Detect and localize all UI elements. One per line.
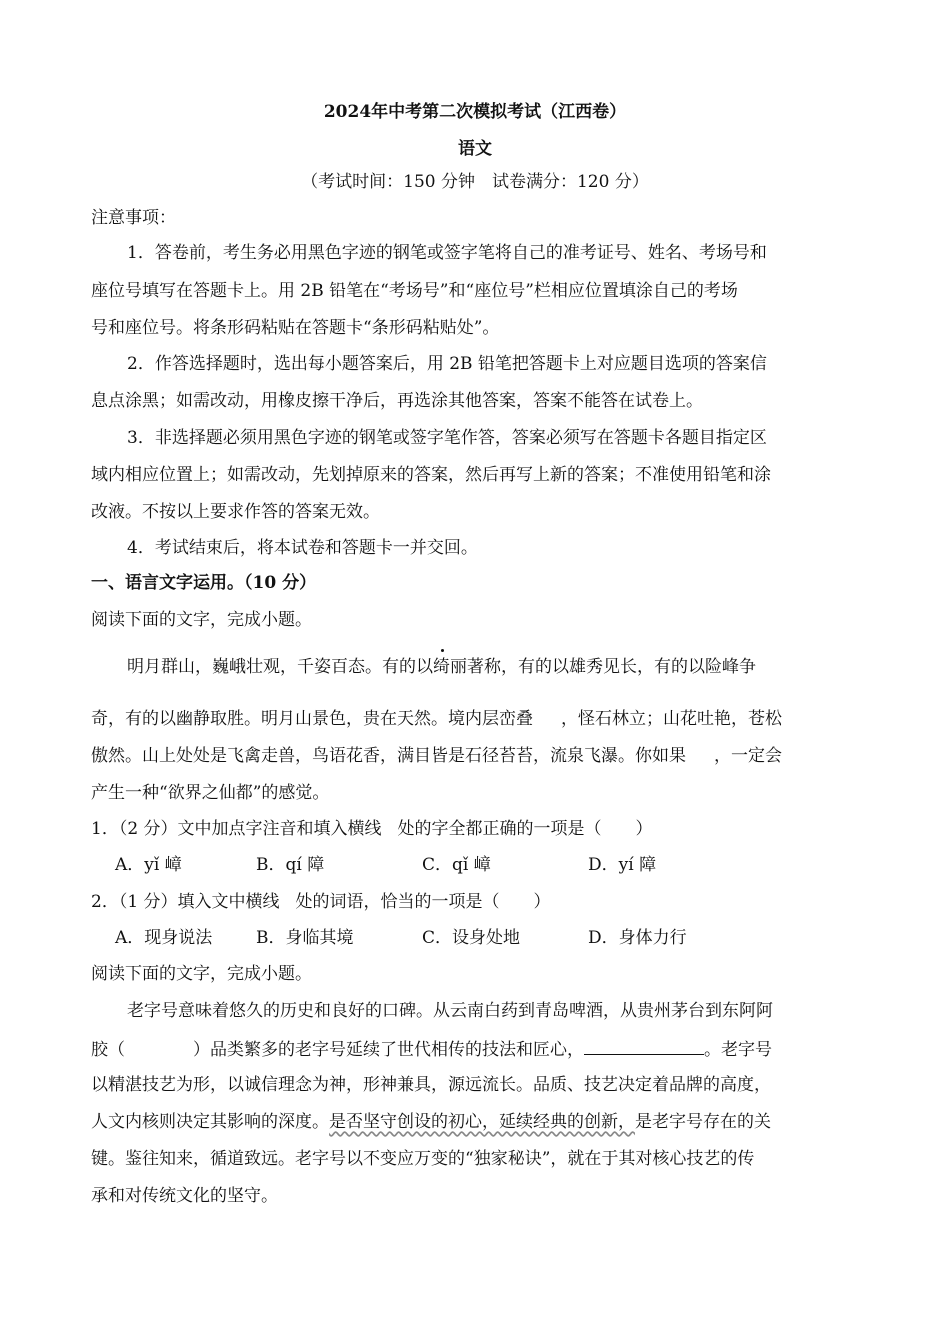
passage-2-line-2 [91, 1036, 772, 1062]
question-2-option-d[interactable]: D．身体力行 [588, 928, 687, 948]
passage-2-line-5: 键。鉴往知来，循道致远。老字号以不变应万变的“独家秘诀”，就在于其对核心技艺的传 [91, 1149, 755, 1169]
question-2-option-b[interactable]: B．身临其境 [256, 928, 354, 948]
passage-1-line-1 [127, 655, 756, 679]
passage-2-line-4 [91, 1110, 771, 1134]
note-item-1-line-3: 号和座位号。将条形码粘贴在答题卡“条形码粘贴处”。 [91, 318, 500, 338]
section-1-heading: 一、语言文字运用。（10 分） [91, 573, 317, 593]
note-item-3-line-2: 域内相应位置上；如需改动，先划掉原来的答案，然后再写上新的答案；不准使用铅笔和涂 [91, 465, 771, 485]
passage-2-line-1: 老字号意味着悠久的历史和良好的口碑。从云南白药到青岛啤酒，从贵州茅台到东阿阿 [127, 1001, 773, 1021]
question-2-option-a[interactable]: A．现身说法 [115, 928, 213, 948]
passage-2-line-2-part-b: 。老字号 [704, 1040, 772, 1060]
passage-1-line-2-part-b: ，怪石林立；山花吐艳，苍松 [561, 709, 782, 729]
passage-1-line-1-part-a: 明月群山，巍峨壮观，千姿百态。有的以 [127, 657, 433, 677]
notes-heading: 注意事项： [91, 208, 176, 228]
passage-2-line-3: 以精湛技艺为形，以诚信理念为神，形神兼具，源远流长。品质、技艺决定着品牌的高度， [91, 1075, 771, 1095]
question-1-option-b[interactable]: B．qí 障 [256, 855, 325, 875]
answer-blank[interactable] [584, 1036, 704, 1055]
exam-title: 2024年中考第二次模拟考试（江西卷） [323, 102, 627, 122]
reading-instruction-2: 阅读下面的文字，完成小题。 [91, 964, 312, 984]
question-1-option-d[interactable]: D．yí 障 [588, 855, 657, 875]
passage-2-line-4-part-b: 是老字号存在的关 [635, 1112, 771, 1132]
note-item-1-line-1: 1．答卷前，考生务必用黑色字迹的钢笔或签字笔将自己的准考证号、姓名、考场号和 [127, 243, 767, 263]
passage-1-line-3 [91, 744, 782, 768]
question-1-part-b: 处的字全都正确的一项是（ ） [397, 819, 653, 839]
note-item-2-line-1: 2．作答选择题时，选出每小题答案后，用 2B 铅笔把答题卡上对应题目选项的答案信 [127, 354, 767, 374]
note-item-1-line-2: 座位号填写在答题卡上。用 2B 铅笔在“考场号”和“座位号”栏相应位置填涂自己的考场 [91, 281, 738, 301]
passage-1-line-3-part-a: 傲然。山上处处是飞禽走兽，鸟语花香，满目皆是石径苔苔，流泉飞瀑。你如果 [91, 746, 686, 766]
question-2 [91, 890, 551, 914]
question-1-option-c[interactable]: C．qǐ 嶂 [422, 855, 491, 875]
exam-info: （考试时间：150 分钟 试卷满分：120 分） [301, 172, 649, 192]
note-item-4-line-1: 4．考试结束后，将本试卷和答题卡一并交回。 [127, 538, 478, 558]
passage-1-line-1-part-b: 丽著称，有的以雄秀见长，有的以险峰争 [450, 657, 756, 677]
note-item-2-line-2: 息点涂黑；如需改动，用橡皮擦干净后，再选涂其他答案，答案不能答在试卷上。 [91, 391, 703, 411]
question-2-part-b: 处的词语，恰当的一项是（ ） [295, 892, 551, 912]
wavy-underlined-sentence: 是否坚守创设的初心，延续经典的创新， [329, 1112, 635, 1132]
question-1 [91, 817, 653, 841]
passage-2-line-6: 承和对传统文化的坚守。 [91, 1186, 278, 1206]
question-2-option-c[interactable]: C．设身处地 [422, 928, 521, 948]
question-2-part-a: 2．（1 分）填入文中横线 [91, 892, 280, 912]
passage-1-line-3-part-b: ，一定会 [714, 746, 782, 766]
passage-1-line-4: 产生一种“欲界之仙都”的感觉。 [91, 783, 330, 803]
question-1-option-a[interactable]: A．yǐ 嶂 [115, 855, 182, 875]
note-item-3-line-3: 改液。不按以上要求作答的答案无效。 [91, 502, 380, 522]
passage-1-line-2-part-a: 奇，有的以幽静取胜。明月山景色，贵在天然。境内层峦叠 [91, 709, 533, 729]
passage-1-line-2 [91, 707, 782, 731]
passage-2-line-2-part-a: 胶（ ）品类繁多的老字号延续了世代相传的技法和匠心， [91, 1040, 584, 1060]
reading-instruction-1: 阅读下面的文字，完成小题。 [91, 610, 312, 630]
question-1-part-a: 1．（2 分）文中加点字注音和填入横线 [91, 819, 382, 839]
note-item-3-line-1: 3．非选择题必须用黑色字迹的钢笔或签字笔作答，答案必须写在答题卡各题目指定区 [127, 428, 767, 448]
emphasis-dot-character: 绮 [433, 657, 450, 677]
subject-title: 语文 [458, 139, 492, 159]
passage-2-line-4-part-a: 人文内核则决定其影响的深度。 [91, 1112, 329, 1132]
